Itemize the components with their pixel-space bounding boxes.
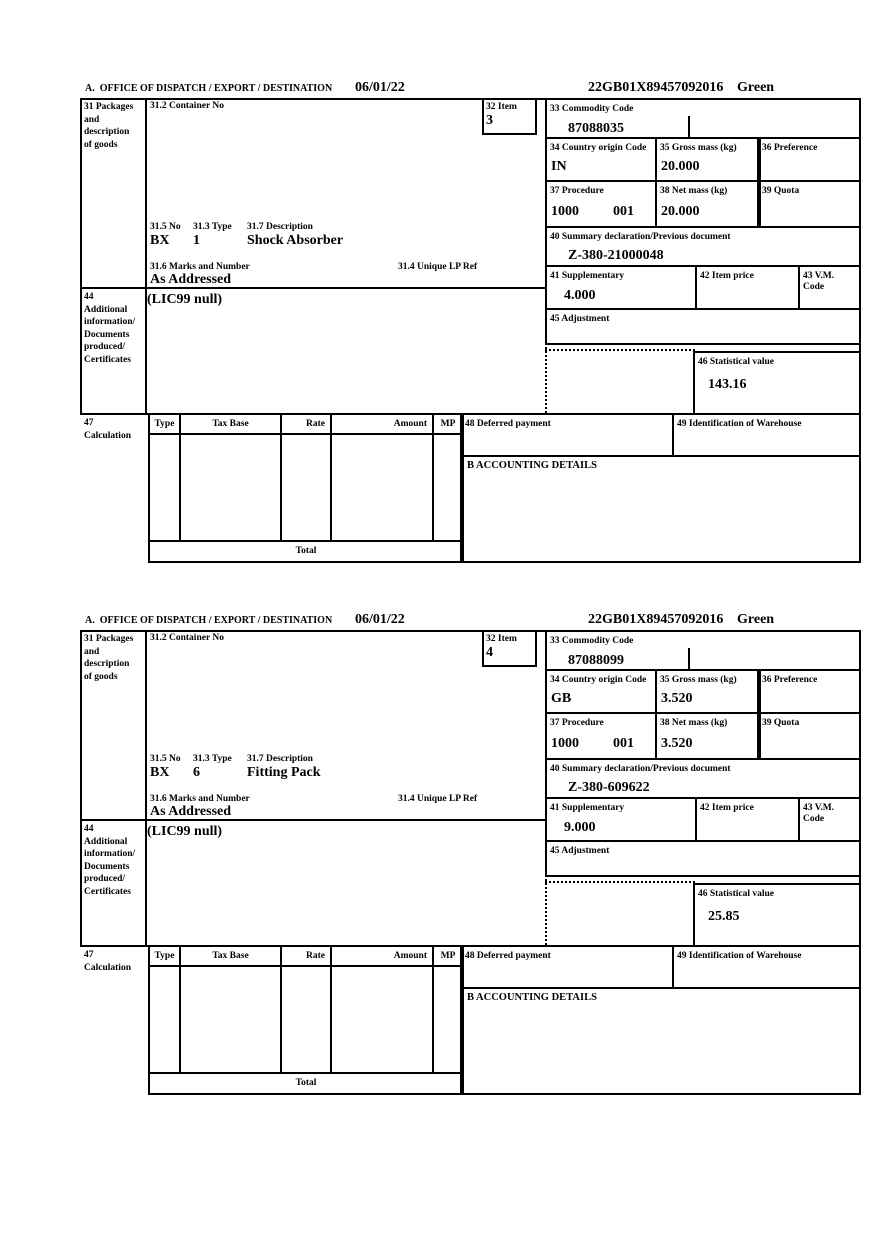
tax-header-amount: Amount — [330, 413, 434, 435]
tax-header-rate: Rate — [280, 945, 332, 967]
supplementary-units-value: 9.000 — [564, 820, 596, 835]
box-37-label: 37 Procedure — [550, 186, 604, 196]
box-43-label: 43 V.M. Code — [803, 803, 835, 824]
commodity-code-value: 87088099 — [568, 653, 624, 668]
goods-description-value: Shock Absorber — [247, 233, 344, 248]
box-40-label: 40 Summary declaration/Previous document — [550, 232, 731, 242]
box-31-label-line: 31 Packages — [84, 102, 134, 112]
box-34-label: 34 Country origin Code — [550, 143, 647, 153]
box-31-6-label: 31.6 Marks and Number — [150, 794, 250, 804]
tax-cell-rate — [280, 965, 332, 1074]
box-41-label: 41 Supplementary — [550, 271, 625, 281]
tax-header-type: Type — [148, 945, 181, 967]
box-39-quota — [757, 180, 861, 228]
box-44-label-line: produced/ — [84, 342, 126, 352]
box-42-item-price — [695, 265, 800, 310]
box-44-label-line: Certificates — [84, 354, 131, 365]
item-number-value: 4 — [486, 645, 493, 660]
dotted-vertical-divider — [545, 343, 547, 413]
box-35-gross-mass — [655, 669, 761, 714]
box-44-label-line: 44 — [84, 824, 94, 834]
box-41-supplementary — [545, 797, 697, 842]
box-38-net-mass — [655, 180, 761, 228]
box-37-procedure — [545, 712, 657, 760]
tax-header-type: Type — [148, 413, 181, 435]
box-43-vm-code — [798, 265, 861, 310]
box-47-label — [84, 949, 144, 974]
box-43-vm-code — [798, 797, 861, 842]
box-48-label: 48 Deferred payment — [465, 419, 551, 429]
additional-information-value: (LIC99 null) — [147, 292, 223, 307]
box-39-label: 39 Quota — [762, 186, 800, 196]
box-32-item — [482, 630, 537, 667]
box-31-label-line: and — [84, 114, 100, 125]
dotted-horizontal-divider — [545, 349, 695, 351]
box-46-statistical-value — [693, 351, 861, 415]
box-31-6-label: 31.6 Marks and Number — [150, 262, 250, 272]
previous-document-value: Z-380-21000048 — [568, 248, 664, 263]
box-40-previous-document — [545, 226, 861, 267]
tax-cell-tax-base — [179, 965, 282, 1074]
box-45-label: 45 Adjustment — [550, 846, 610, 856]
commodity-code-divider — [688, 648, 690, 669]
origin-country-value: IN — [551, 159, 567, 174]
dispatch-date: 06/01/22 — [355, 80, 405, 95]
box-35-label: 35 Gross mass (kg) — [660, 675, 737, 685]
box-35-gross-mass — [655, 137, 761, 182]
box-44-label-line: information/ — [84, 849, 136, 859]
label-column-divider — [145, 98, 147, 413]
procedure-value — [551, 204, 653, 219]
box44-top-divider — [80, 287, 547, 289]
declaration-reference: 22GB01X89457092016 — [588, 612, 724, 627]
box-37-label: 37 Procedure — [550, 718, 604, 728]
box-40-label: 40 Summary declaration/Previous document — [550, 764, 731, 774]
box44-top-divider — [80, 819, 547, 821]
box-40-previous-document — [545, 758, 861, 799]
supplementary-units-value: 4.000 — [564, 288, 596, 303]
box-48-deferred-payment — [460, 945, 674, 989]
box-33-commodity-code — [545, 98, 861, 139]
gross-mass-value: 20.000 — [661, 159, 700, 174]
box-31-label-line: of goods — [84, 671, 118, 682]
box-45-label: 45 Adjustment — [550, 314, 610, 324]
box-49-warehouse — [672, 413, 861, 457]
label-column-divider — [145, 630, 147, 945]
box-31-4-label: 31.4 Unique LP Ref — [398, 262, 478, 272]
box-32-item — [482, 98, 537, 135]
net-mass-value: 20.000 — [661, 204, 700, 219]
box-43-label: 43 V.M. Code — [803, 271, 835, 292]
box-32-label: 32 Item — [486, 634, 517, 644]
box-31-5-label: 31.5 No — [150, 222, 181, 232]
box-47-label-line: Calculation — [84, 962, 131, 973]
package-count-value: 1 — [193, 233, 200, 248]
dotted-vertical-divider — [545, 875, 547, 945]
item-number-value: 3 — [486, 113, 493, 128]
box-47-label-line: 47 — [84, 418, 94, 428]
box-31-3-label: 31.3 Type — [193, 222, 232, 232]
box-44-label-line: Documents — [84, 329, 130, 340]
tax-cell-amount — [330, 965, 434, 1074]
package-kind-value: BX — [150, 233, 170, 248]
tax-total-row: Total — [148, 540, 464, 563]
tax-cell-rate — [280, 433, 332, 542]
box-44-label-line: produced/ — [84, 874, 126, 884]
box-33-commodity-code — [545, 630, 861, 671]
box-36-preference — [757, 137, 861, 182]
box-46-statistical-value — [693, 883, 861, 947]
declaration-reference: 22GB01X89457092016 — [588, 80, 724, 95]
box-b-label: B ACCOUNTING DETAILS — [467, 992, 597, 1003]
box-34-country-origin — [545, 669, 657, 714]
box-45-adjustment — [545, 840, 861, 877]
box-44-label-line: Documents — [84, 861, 130, 872]
routing-status: Green — [737, 80, 775, 95]
box-38-net-mass — [655, 712, 761, 760]
box-31-label-line: 31 Packages — [84, 634, 134, 644]
tax-header-tax-base: Tax Base — [179, 413, 282, 435]
package-count-value: 6 — [193, 765, 200, 780]
box-31-7-label: 31.7 Description — [247, 754, 313, 764]
box-41-label: 41 Supplementary — [550, 803, 625, 813]
box-34-country-origin — [545, 137, 657, 182]
box-49-label: 49 Identification of Warehouse — [677, 419, 802, 429]
box-44-label-line: Certificates — [84, 886, 131, 897]
routing-status: Green — [737, 612, 775, 627]
declaration-item-block — [80, 612, 861, 1095]
box-42-item-price — [695, 797, 800, 842]
box-41-supplementary — [545, 265, 697, 310]
tax-total-row: Total — [148, 1072, 464, 1095]
box-42-label: 42 Item price — [700, 271, 754, 281]
box-37-procedure — [545, 180, 657, 228]
box-47-label-line: Calculation — [84, 430, 131, 441]
box-46-label: 46 Statistical value — [698, 357, 774, 367]
package-kind-value: BX — [150, 765, 170, 780]
box-48-label: 48 Deferred payment — [465, 951, 551, 961]
statistical-value: 143.16 — [708, 377, 747, 392]
box-44-label-line: Additional — [84, 836, 128, 847]
box-44-label-line: Additional — [84, 304, 128, 315]
commodity-code-divider — [688, 116, 690, 137]
tax-cell-type — [148, 965, 181, 1074]
box-44-label — [84, 823, 144, 898]
box-b-label: B ACCOUNTING DETAILS — [467, 460, 597, 471]
box-35-label: 35 Gross mass (kg) — [660, 143, 737, 153]
box-44-label-line: information/ — [84, 317, 136, 327]
tax-header-rate: Rate — [280, 413, 332, 435]
box-31-label — [84, 101, 144, 151]
box-47-label-line: 47 — [84, 950, 94, 960]
box-31-2-label: 31.2 Container No — [150, 633, 224, 643]
procedure-value — [551, 736, 653, 751]
tax-cell-amount — [330, 433, 434, 542]
tax-cell-tax-base — [179, 433, 282, 542]
box-31-5-label: 31.5 No — [150, 754, 181, 764]
tax-header-mp: MP — [432, 413, 464, 435]
procedure-code: 1000 — [551, 736, 579, 751]
box-38-label: 38 Net mass (kg) — [660, 186, 728, 196]
additional-information-value: (LIC99 null) — [147, 824, 223, 839]
box-44-label — [84, 291, 144, 366]
marks-value: As Addressed — [150, 272, 232, 287]
box-33-label: 33 Commodity Code — [550, 636, 634, 646]
box-31-7-label: 31.7 Description — [247, 222, 313, 232]
gross-mass-value: 3.520 — [661, 691, 693, 706]
box-44-label-line: 44 — [84, 292, 94, 302]
tax-cell-type — [148, 433, 181, 542]
box-31-3-label: 31.3 Type — [193, 754, 232, 764]
box-36-preference — [757, 669, 861, 714]
marks-value: As Addressed — [150, 804, 232, 819]
box-36-label: 36 Preference — [762, 675, 818, 685]
box-31-2-label: 31.2 Container No — [150, 101, 224, 111]
box-39-quota — [757, 712, 861, 760]
box-36-label: 36 Preference — [762, 143, 818, 153]
declaration-item-block — [80, 80, 861, 563]
tax-header-tax-base: Tax Base — [179, 945, 282, 967]
box-49-warehouse — [672, 945, 861, 989]
box-b-accounting-details — [460, 455, 861, 563]
office-of-dispatch-label: A. OFFICE OF DISPATCH / EXPORT / DESTINATION — [85, 83, 333, 94]
box-46-label: 46 Statistical value — [698, 889, 774, 899]
procedure-code: 1000 — [551, 204, 579, 219]
box-42-label: 42 Item price — [700, 803, 754, 813]
box-38-label: 38 Net mass (kg) — [660, 718, 728, 728]
previous-document-value: Z-380-609622 — [568, 780, 650, 795]
box-33-label: 33 Commodity Code — [550, 104, 634, 114]
box-47-label — [84, 417, 144, 442]
box-31-4-label: 31.4 Unique LP Ref — [398, 794, 478, 804]
procedure-extra-code: 001 — [613, 204, 634, 219]
box-45-adjustment — [545, 308, 861, 345]
commodity-code-value: 87088035 — [568, 121, 624, 136]
dispatch-date: 06/01/22 — [355, 612, 405, 627]
tax-header-amount: Amount — [330, 945, 434, 967]
box-32-label: 32 Item — [486, 102, 517, 112]
box-39-label: 39 Quota — [762, 718, 800, 728]
procedure-extra-code: 001 — [613, 736, 634, 751]
box-31-label-line: description — [84, 659, 130, 669]
box-49-label: 49 Identification of Warehouse — [677, 951, 802, 961]
tax-header-mp: MP — [432, 945, 464, 967]
box-48-deferred-payment — [460, 413, 674, 457]
box-b-accounting-details — [460, 987, 861, 1095]
box-31-label — [84, 633, 144, 683]
origin-country-value: GB — [551, 691, 572, 706]
box-31-label-line: of goods — [84, 139, 118, 150]
box-34-label: 34 Country origin Code — [550, 675, 647, 685]
dotted-horizontal-divider — [545, 881, 695, 883]
box-31-label-line: and — [84, 646, 100, 657]
statistical-value: 25.85 — [708, 909, 740, 924]
net-mass-value: 3.520 — [661, 736, 693, 751]
goods-description-value: Fitting Pack — [247, 765, 321, 780]
office-of-dispatch-label: A. OFFICE OF DISPATCH / EXPORT / DESTINATION — [85, 615, 333, 626]
box-31-label-line: description — [84, 127, 130, 137]
